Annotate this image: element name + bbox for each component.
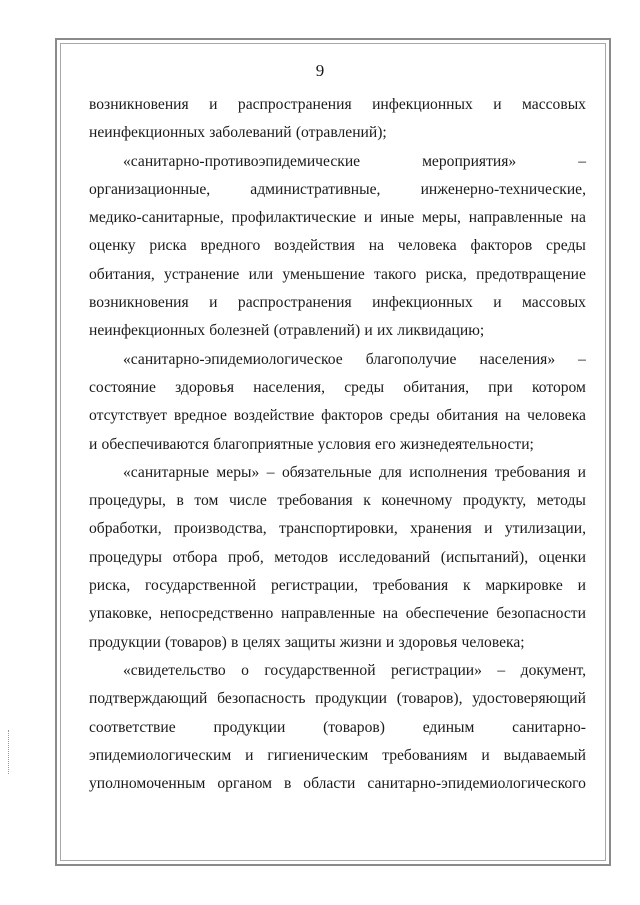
word: на xyxy=(382,605,399,623)
word: воздействия xyxy=(274,237,355,255)
word: состояние xyxy=(89,378,156,396)
word: человека xyxy=(527,407,586,425)
word: направленные xyxy=(280,605,376,623)
word: населения» xyxy=(479,350,556,368)
word: продукции xyxy=(213,718,286,736)
word: на xyxy=(570,209,586,227)
word: благоприятные xyxy=(213,435,314,453)
word: процедуры, xyxy=(89,492,166,510)
word: и xyxy=(209,96,218,113)
word: и xyxy=(245,746,254,764)
word: – xyxy=(578,350,586,368)
document-body xyxy=(89,91,586,798)
word: среды xyxy=(546,237,586,255)
word: в xyxy=(176,492,184,510)
text-line xyxy=(89,402,586,430)
word: человека xyxy=(397,237,457,255)
word: среды xyxy=(344,378,385,396)
word: отбора xyxy=(172,548,218,566)
word: эпидемиологическим xyxy=(89,746,232,764)
word: или xyxy=(248,265,274,283)
word: регистрации, xyxy=(270,577,358,595)
text-line xyxy=(89,770,586,798)
word: утилизации, xyxy=(504,520,586,538)
word: факторов xyxy=(470,237,533,255)
word: риска xyxy=(149,237,187,255)
word: воздействие xyxy=(233,407,315,425)
word: неинфекционных xyxy=(89,124,206,142)
word: обработки, xyxy=(89,520,162,538)
word: и xyxy=(481,746,490,764)
text-line xyxy=(89,148,586,176)
word: болезней xyxy=(209,322,270,340)
word: условия xyxy=(317,435,371,453)
word: оценку xyxy=(89,237,136,255)
word: и xyxy=(577,463,586,481)
word: обитания xyxy=(436,407,499,425)
word: (товаров) xyxy=(165,633,227,651)
word: органом xyxy=(217,775,272,793)
word: регистрации» xyxy=(391,661,482,679)
word: исследований xyxy=(338,548,431,566)
text-line xyxy=(89,261,586,289)
word: производства, xyxy=(173,520,267,538)
word: целях xyxy=(242,633,281,651)
word: – xyxy=(578,152,586,170)
word: инженерно-технические, xyxy=(420,180,586,198)
word: продукции xyxy=(315,690,388,708)
word: области xyxy=(303,775,356,793)
word: уменьшение xyxy=(282,265,365,283)
word: (испытаний), xyxy=(440,548,529,566)
word: массовых xyxy=(522,294,586,312)
text-line xyxy=(89,572,586,600)
text-line xyxy=(89,714,586,742)
word: о xyxy=(241,661,249,679)
word: уполномоченным xyxy=(89,775,206,793)
word: – xyxy=(266,463,275,481)
word: распространения xyxy=(237,294,352,312)
word: числе xyxy=(228,492,267,510)
word: населения, xyxy=(253,378,325,396)
word: на xyxy=(368,237,384,255)
word: и xyxy=(577,577,586,595)
word: безопасность xyxy=(217,690,306,708)
word: в xyxy=(231,633,239,651)
word: риска, xyxy=(425,265,467,283)
word: жизни xyxy=(339,633,382,651)
word: хранения xyxy=(410,520,472,538)
word: меры, xyxy=(421,209,461,227)
word: здоровья xyxy=(175,378,234,396)
word: профилактические xyxy=(231,209,357,227)
word: гигиеническим xyxy=(267,746,369,764)
scan-margin-mark xyxy=(8,730,10,774)
word: «санитарно-эпидемиологическое xyxy=(123,350,343,368)
word: маркировке xyxy=(485,577,563,595)
word: непосредственно xyxy=(159,605,274,623)
word: обязательные xyxy=(281,463,372,481)
word: и xyxy=(89,435,98,453)
text-line xyxy=(89,685,586,713)
word: заболеваний xyxy=(209,124,292,142)
word: жизнедеятельности; xyxy=(399,435,534,453)
text-line xyxy=(89,374,586,402)
word: иные xyxy=(380,209,415,227)
word: методов xyxy=(274,548,329,566)
word: (товаров) xyxy=(323,718,385,736)
word: требования xyxy=(277,492,353,510)
word: санитарно-эпидемиологического xyxy=(367,775,586,793)
word: вредного xyxy=(200,237,261,255)
word: «санитарно-противоэпидемические xyxy=(123,152,361,170)
word: отсутствует xyxy=(89,407,168,425)
word: для xyxy=(378,463,402,481)
word: распространения xyxy=(237,96,352,113)
word: обеспечение xyxy=(405,605,489,623)
word: устранение xyxy=(164,265,240,283)
text-line xyxy=(89,544,586,572)
word: и xyxy=(385,633,395,651)
word: безопасности xyxy=(496,605,586,623)
word: и xyxy=(493,294,502,312)
text-line xyxy=(89,346,586,374)
word: процедуры xyxy=(89,548,163,566)
text-line xyxy=(89,629,586,657)
text-line xyxy=(89,289,586,317)
word: документ, xyxy=(520,661,586,679)
word: такого xyxy=(374,265,417,283)
text-line xyxy=(89,657,586,685)
word: защиты xyxy=(284,633,336,651)
word: выдаваемый xyxy=(503,746,586,764)
word: – xyxy=(497,661,506,679)
word: (отравлений); xyxy=(295,124,387,142)
word: «свидетельство xyxy=(123,661,226,679)
word: и xyxy=(209,294,218,312)
word: направленные xyxy=(468,209,563,227)
word: ликвидацию; xyxy=(397,322,485,340)
word: (отравлений) xyxy=(273,322,361,340)
text-line xyxy=(89,515,586,543)
word: методы xyxy=(536,492,586,510)
word: проб, xyxy=(227,548,264,566)
word: административные, xyxy=(250,180,381,198)
word: оценки xyxy=(538,548,586,566)
word: инфекционных xyxy=(372,294,473,312)
word: среды xyxy=(389,407,430,425)
word: соответствие xyxy=(89,718,176,736)
text-line xyxy=(89,176,586,204)
word: здоровья xyxy=(398,633,458,651)
word: государственной xyxy=(264,661,376,679)
word: обеспечиваются xyxy=(101,435,209,453)
word: требования xyxy=(494,463,571,481)
word: организационные, xyxy=(89,180,211,198)
word: продукту, xyxy=(462,492,527,510)
text-line xyxy=(89,742,586,770)
word: конечному xyxy=(381,492,453,510)
word: в xyxy=(283,775,292,793)
word: и xyxy=(364,322,373,340)
word: возникновения xyxy=(89,294,189,312)
text-line xyxy=(89,232,586,260)
word: подтверждающий xyxy=(89,690,208,708)
word: к xyxy=(363,492,371,510)
word: факторов xyxy=(321,407,383,425)
text-line xyxy=(89,317,586,345)
word: исполнения xyxy=(409,463,488,481)
word: инфекционных xyxy=(372,96,473,113)
word: обитания, xyxy=(89,265,155,283)
word: санитарно- xyxy=(512,718,586,736)
word: меры» xyxy=(216,463,260,481)
word: продукции xyxy=(89,633,161,651)
word: том xyxy=(194,492,219,510)
word: требованиям xyxy=(382,746,468,764)
text-line xyxy=(89,204,586,232)
word: единым xyxy=(422,718,475,736)
word: государственной xyxy=(145,577,257,595)
text-line xyxy=(89,600,586,628)
word: вредное xyxy=(173,407,227,425)
word: мероприятия» xyxy=(422,152,517,170)
word: предотвращение xyxy=(476,265,586,283)
word: при xyxy=(488,378,513,396)
word: и xyxy=(493,96,502,113)
word: удостоверяющий xyxy=(472,690,586,708)
word: возникновения xyxy=(89,96,189,113)
word: его xyxy=(375,435,396,453)
word: их xyxy=(376,322,394,340)
word: медико-санитарные, xyxy=(89,209,224,227)
word: к xyxy=(462,577,471,595)
word: на xyxy=(505,407,521,425)
word: «санитарные xyxy=(123,463,209,481)
word: требования xyxy=(372,577,449,595)
word: транспортировки, xyxy=(279,520,398,538)
word: котором xyxy=(531,378,586,396)
word: обитания, xyxy=(403,378,470,396)
word: упаковке, xyxy=(89,605,153,623)
page-number: 9 xyxy=(315,61,325,80)
word: неинфекционных xyxy=(89,322,206,340)
word: массовых xyxy=(522,96,586,113)
word: и xyxy=(484,520,493,538)
text-line xyxy=(89,119,586,147)
word: и xyxy=(363,209,373,227)
word: человека; xyxy=(461,633,525,651)
word: благополучие xyxy=(365,350,457,368)
text-line xyxy=(89,459,586,487)
text-line xyxy=(89,431,586,459)
text-line xyxy=(89,91,586,119)
text-line xyxy=(89,487,586,515)
word: риска, xyxy=(89,577,131,595)
word: (товаров), xyxy=(396,690,463,708)
